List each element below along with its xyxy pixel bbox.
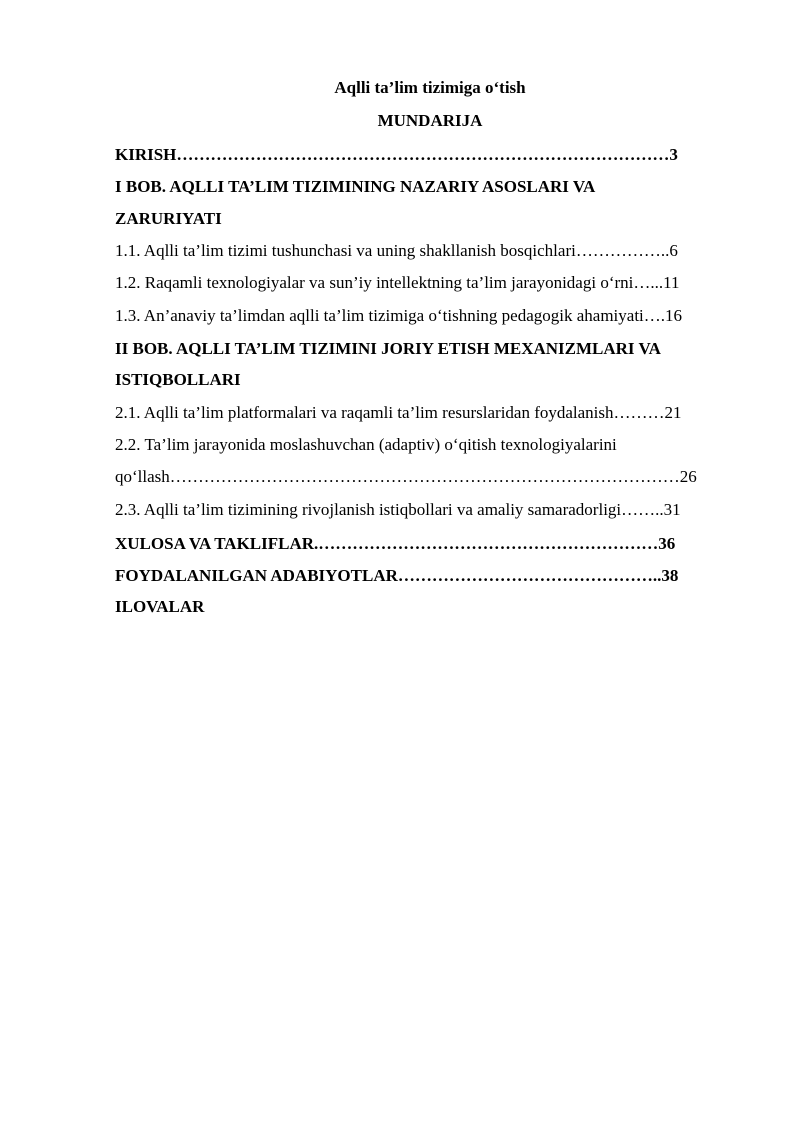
toc-entry-1-1: 1.1. Aqlli ta’lim tizimi tushunchasi va uning shakllanish bosqichlari……………..6 bbox=[115, 241, 678, 260]
toc-heading: MUNDARIJA bbox=[377, 111, 483, 130]
toc-chapter-2-title-cont: ISTIQBOLLARI bbox=[115, 370, 241, 389]
toc-chapter-1-title: I BOB. AQLLI TA’LIM TIZIMINING NAZARIY ASOSLARI VA bbox=[115, 177, 596, 196]
toc-chapter-2-title: II BOB. AQLLI TA’LIM TIZIMINI JORIY ETISH MEXANIZMLARI VA bbox=[115, 339, 661, 358]
toc-entry-adabiyotlar: FOYDALANILGAN ADABIYOTLAR………………………………………..38 bbox=[115, 566, 679, 585]
toc-entry-2-2-cont: qo‘llash………………………………………………………………………………26 bbox=[115, 467, 697, 486]
toc-entry-2-2: 2.2. Ta’lim jarayonida moslashuvchan (adaptiv) o‘qitish texnologiyalarini bbox=[115, 435, 617, 454]
document-title: Aqlli ta’lim tizimiga o‘tish bbox=[334, 78, 526, 97]
toc-entry-2-3: 2.3. Aqlli ta’lim tizimining rivojlanish istiqbollari va amaliy samaradorligi……..31 bbox=[115, 500, 681, 519]
toc-entry-kirish: KIRISH……………………………………………………………………………3 bbox=[115, 145, 678, 164]
toc-chapter-1-title-cont: ZARURIYATI bbox=[115, 209, 222, 228]
toc-entry-1-2: 1.2. Raqamli texnologiyalar va sun’iy intellektning ta’lim jarayonidagi o‘rni…...11 bbox=[115, 273, 680, 292]
toc-entry-xulosa: XULOSA VA TAKLIFLAR.……………………………………………………36 bbox=[115, 534, 676, 553]
toc-entry-ilovalar: ILOVALAR bbox=[115, 597, 205, 616]
toc-entry-2-1: 2.1. Aqlli ta’lim platformalari va raqamli ta’lim resurslaridan foydalanish………21 bbox=[115, 403, 682, 422]
toc-entry-1-3: 1.3. An’anaviy ta’limdan aqlli ta’lim tizimiga o‘tishning pedagogik ahamiyati….16 bbox=[115, 306, 683, 325]
